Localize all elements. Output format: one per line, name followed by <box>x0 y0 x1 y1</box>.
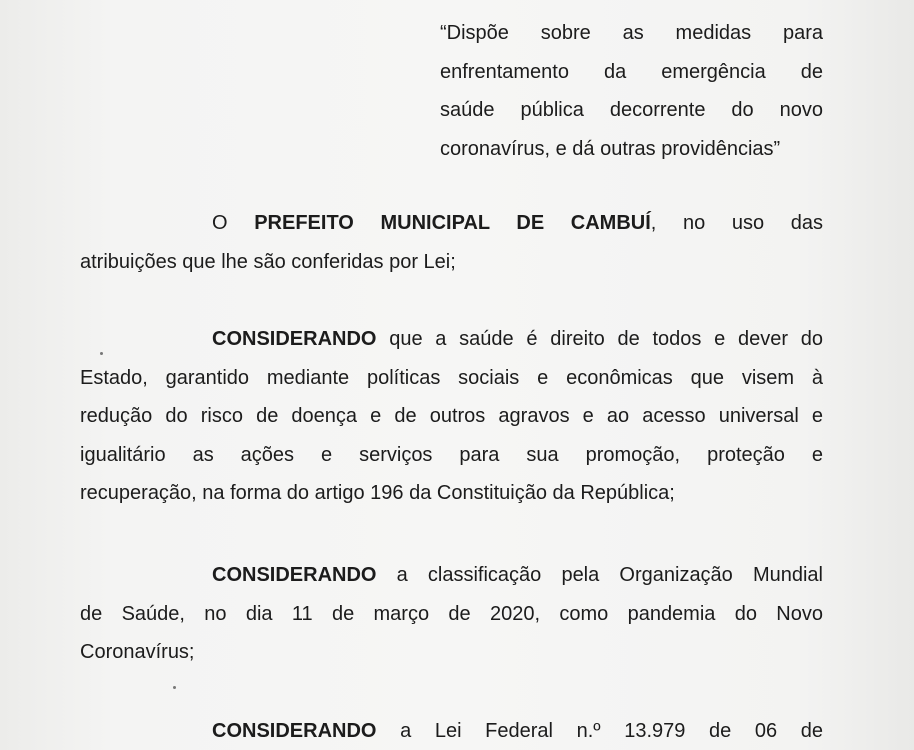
paper-speck <box>173 686 176 689</box>
ementa-line: enfrentamento da emergência de <box>440 60 823 83</box>
considerando-keyword: CONSIDERANDO <box>212 720 377 742</box>
mayor-title: PREFEITO MUNICIPAL DE CAMBUÍ <box>254 212 651 234</box>
considerando-paragraph-1 <box>80 320 823 513</box>
preamble-suffix: , no uso das <box>650 212 823 234</box>
considerando-line: Coronavírus; <box>80 641 195 663</box>
ementa-block <box>440 14 823 168</box>
considerando-line: igualitário as ações e serviços para sua promoção, proteção e <box>80 443 823 466</box>
ementa-line: “Dispõe sobre as medidas para <box>440 22 823 44</box>
preamble-line-1 <box>80 204 823 243</box>
considerando-text: que a saúde é direito de todos e dever do <box>389 328 823 350</box>
considerando-line: de Saúde, no dia 11 de março de 2020, como pandemia do Novo <box>80 602 823 625</box>
considerando-line: Estado, garantido mediante políticas sociais e econômicas que visem à <box>80 366 823 389</box>
considerando-text: a classificação pela Organização Mundial <box>396 564 824 586</box>
considerando-line: recuperação, na forma do artigo 196 da Constituição da República; <box>80 482 675 504</box>
considerando-line: redução do risco de doença e de outros agravos e ao acesso universal e <box>80 405 823 427</box>
preamble-prefix: O <box>212 212 228 234</box>
considerando-paragraph-2 <box>80 556 823 672</box>
considerando-paragraph-3 <box>80 712 823 750</box>
ementa-line: coronavírus, e dá outras providências” <box>440 137 781 160</box>
considerando-line-1 <box>80 320 823 359</box>
considerando-keyword: CONSIDERANDO <box>212 564 377 586</box>
considerando-keyword: CONSIDERANDO <box>212 328 377 350</box>
considerando-line-1 <box>80 712 823 750</box>
ementa-line: saúde pública decorrente do novo <box>440 99 823 121</box>
considerando-text: a Lei Federal n.º 13.979 de 06 de <box>400 720 824 742</box>
preamble-line-2: atribuições que lhe são conferidas por Lei; <box>80 250 456 273</box>
preamble-paragraph <box>80 204 823 281</box>
considerando-line-1 <box>80 556 823 595</box>
